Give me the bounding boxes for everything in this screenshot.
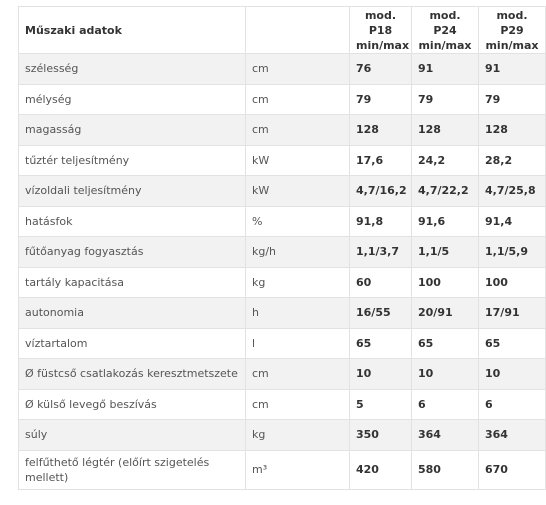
- table-row: [19, 359, 546, 390]
- model-header-p29: [479, 7, 546, 54]
- spec-label: Ø füstcső csatlakozás keresztmetszete: [19, 359, 246, 390]
- spec-value: 364: [479, 420, 546, 451]
- spec-value: 79: [350, 84, 412, 115]
- spec-value: 5: [350, 389, 412, 420]
- spec-value: 1,1/5: [412, 237, 479, 268]
- spec-unit: kg/h: [246, 237, 350, 268]
- model-header-p18: [350, 7, 412, 54]
- spec-unit: cm: [246, 54, 350, 85]
- spec-unit: cm: [246, 389, 350, 420]
- spec-unit: kg: [246, 420, 350, 451]
- spec-value: 364: [412, 420, 479, 451]
- table-row: [19, 115, 546, 146]
- model-header-p24: [412, 7, 479, 54]
- model-name: mod. P18: [364, 8, 397, 37]
- spec-value: 4,7/22,2: [412, 176, 479, 207]
- model-range: min/max: [418, 38, 472, 52]
- spec-value: 65: [412, 328, 479, 359]
- spec-unit: cm: [246, 84, 350, 115]
- spec-value: 65: [350, 328, 412, 359]
- spec-value: 91,8: [350, 206, 412, 237]
- spec-label: vízoldali teljesítmény: [19, 176, 246, 207]
- spec-value: 76: [350, 54, 412, 85]
- table-title: Műszaki adatok: [19, 7, 246, 54]
- spec-unit: cm: [246, 359, 350, 390]
- spec-label: súly: [19, 420, 246, 451]
- spec-value: 1,1/5,9: [479, 237, 546, 268]
- spec-unit: l: [246, 328, 350, 359]
- table-row: [19, 267, 546, 298]
- spec-value: 91,6: [412, 206, 479, 237]
- spec-value: 350: [350, 420, 412, 451]
- unit-header: [246, 7, 350, 54]
- spec-value: 91,4: [479, 206, 546, 237]
- spec-value: 100: [479, 267, 546, 298]
- table-row: [19, 206, 546, 237]
- spec-value: 24,2: [412, 145, 479, 176]
- spec-value: 128: [412, 115, 479, 146]
- spec-unit: kg: [246, 267, 350, 298]
- spec-value: 79: [479, 84, 546, 115]
- spec-unit: %: [246, 206, 350, 237]
- model-range: min/max: [356, 38, 410, 52]
- spec-value: 100: [412, 267, 479, 298]
- spec-value: 4,7/16,2: [350, 176, 412, 207]
- spec-label: mélység: [19, 84, 246, 115]
- spec-value: 65: [479, 328, 546, 359]
- model-name: mod. P24: [429, 8, 461, 37]
- spec-value: 1,1/3,7: [350, 237, 412, 268]
- spec-label: fűtőanyag fogyasztás: [19, 237, 246, 268]
- spec-label: hatásfok: [19, 206, 246, 237]
- spec-value: 10: [412, 359, 479, 390]
- spec-value: 91: [412, 54, 479, 85]
- spec-label: víztartalom: [19, 328, 246, 359]
- spec-value: 16/55: [350, 298, 412, 329]
- table-header-row: [19, 7, 546, 54]
- spec-value: 17,6: [350, 145, 412, 176]
- model-name: mod. P29: [496, 8, 528, 37]
- spec-value: 20/91: [412, 298, 479, 329]
- spec-value: 10: [479, 359, 546, 390]
- spec-value: 6: [479, 389, 546, 420]
- spec-unit: m³: [246, 450, 350, 489]
- tech-specs-container: [18, 6, 539, 490]
- spec-value: 79: [412, 84, 479, 115]
- table-body: [19, 54, 546, 490]
- table-row: [19, 237, 546, 268]
- spec-value: 60: [350, 267, 412, 298]
- spec-value: 17/91: [479, 298, 546, 329]
- table-row: [19, 450, 546, 489]
- table-row: [19, 328, 546, 359]
- table-row: [19, 176, 546, 207]
- spec-unit: cm: [246, 115, 350, 146]
- spec-value: 91: [479, 54, 546, 85]
- model-range: min/max: [485, 38, 539, 52]
- table-row: [19, 420, 546, 451]
- spec-label: Ø külső levegő beszívás: [19, 389, 246, 420]
- table-row: [19, 389, 546, 420]
- tech-specs-table: [18, 6, 546, 490]
- table-row: [19, 54, 546, 85]
- spec-value: 420: [350, 450, 412, 489]
- spec-value: 580: [412, 450, 479, 489]
- spec-label: szélesség: [19, 54, 246, 85]
- spec-unit: kW: [246, 176, 350, 207]
- spec-value: 10: [350, 359, 412, 390]
- spec-label: felfűthető légtér (előírt szigetelés mellett): [19, 450, 246, 489]
- table-row: [19, 84, 546, 115]
- spec-label: tartály kapacitása: [19, 267, 246, 298]
- spec-label: autonomia: [19, 298, 246, 329]
- spec-unit: h: [246, 298, 350, 329]
- spec-value: 670: [479, 450, 546, 489]
- table-row: [19, 145, 546, 176]
- spec-value: 6: [412, 389, 479, 420]
- spec-value: 128: [350, 115, 412, 146]
- spec-value: 4,7/25,8: [479, 176, 546, 207]
- spec-label: tűztér teljesítmény: [19, 145, 246, 176]
- spec-value: 28,2: [479, 145, 546, 176]
- spec-value: 128: [479, 115, 546, 146]
- spec-label: magasság: [19, 115, 246, 146]
- table-row: [19, 298, 546, 329]
- spec-unit: kW: [246, 145, 350, 176]
